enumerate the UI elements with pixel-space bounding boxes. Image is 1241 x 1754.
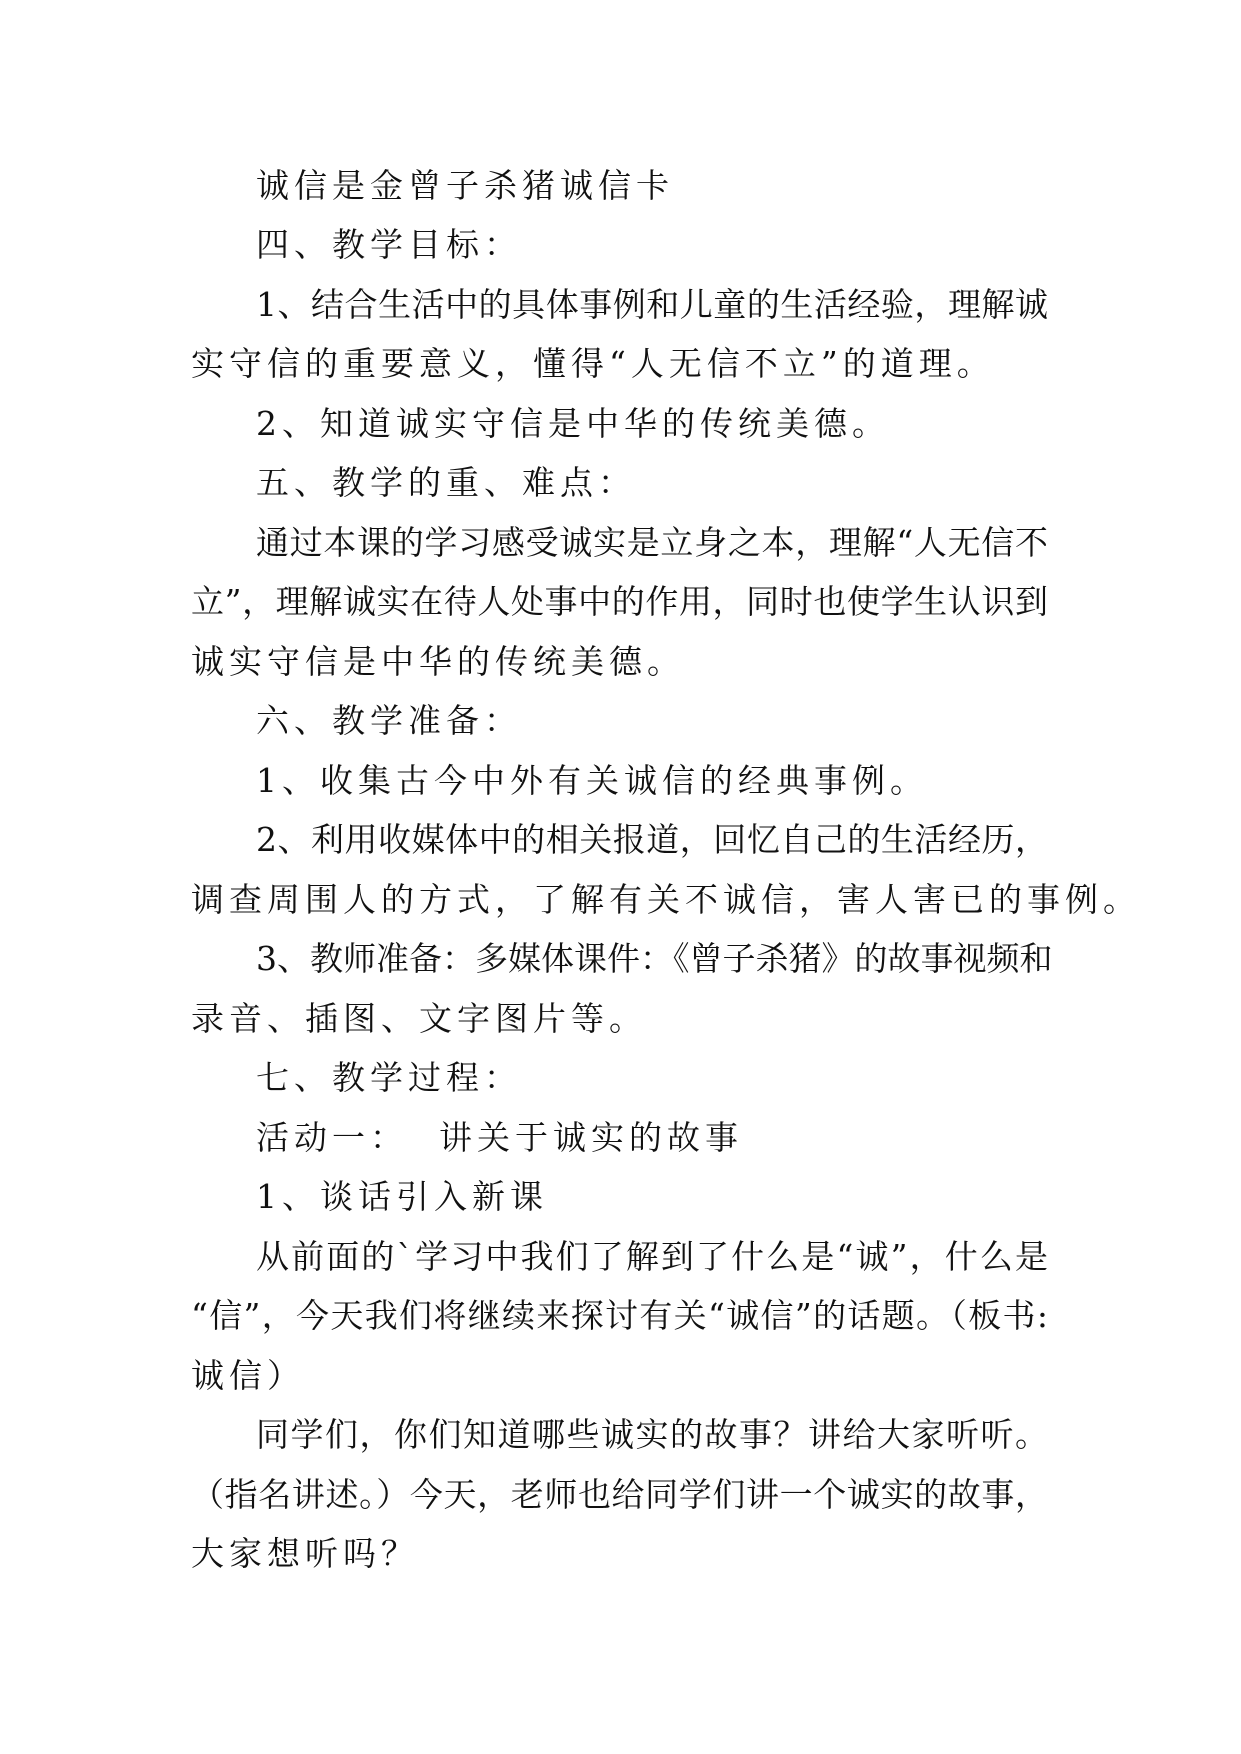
line-text: 从前面的`学习中我们了解到了什么是“诚”，什么是 <box>256 1237 1048 1276</box>
section-heading <box>0 215 1241 275</box>
heading-text: 七、教学过程： <box>256 1058 522 1097</box>
line-text: 2、知道诚实守信是中华的传统美德。 <box>256 404 890 443</box>
line-text: 2、利用收媒体中的相关报道，回忆自己的生活经历， <box>256 820 1048 859</box>
text-line <box>0 751 1241 811</box>
text-line <box>0 275 1241 335</box>
line-text: 实守信的重要意义，懂得“人无信不立”的道理。 <box>191 344 995 383</box>
line-text: “信”，今天我们将继续来探讨有关“诚信”的话题。（板书: <box>191 1296 1048 1335</box>
line-text: 诚信是金曾子杀猪诚信卡 <box>256 166 674 205</box>
text-line <box>0 513 1241 573</box>
text-line <box>0 810 1241 870</box>
line-text: 1、结合生活中的具体事例和儿童的生活经验，理解诚 <box>256 285 1048 324</box>
section-heading <box>0 691 1241 751</box>
text-line <box>0 1346 1241 1406</box>
line-text: 通过本课的学习感受诚实是立身之本，理解“人无信不 <box>256 523 1048 562</box>
text-line <box>0 870 1241 930</box>
text-line <box>0 1286 1241 1346</box>
text-line <box>0 1167 1241 1227</box>
line-text: 诚实守信是中华的传统美德。 <box>191 642 685 681</box>
text-line <box>0 1524 1241 1584</box>
line-text: 活动一： 讲关于诚实的故事 <box>256 1118 743 1157</box>
line-text: 同学们，你们知道哪些诚实的故事？讲给大家听听。 <box>256 1415 1048 1454</box>
section-heading <box>0 1048 1241 1108</box>
line-text: 1、收集古今中外有关诚信的经典事例。 <box>256 761 928 800</box>
line-text: 1、谈话引入新课 <box>256 1177 548 1216</box>
text-line <box>0 1227 1241 1287</box>
heading-text: 五、教学的重、难点： <box>256 463 636 502</box>
text-line <box>0 334 1241 394</box>
line-text: 调查周围人的方式，了解有关不诚信，害人害已的事例。 <box>191 880 1141 919</box>
heading-text: 四、教学目标： <box>256 225 522 264</box>
line-text: 录音、插图、文字图片等。 <box>191 999 647 1038</box>
line-text: （指名讲述。）今天，老师也给同学们讲一个诚实的故事， <box>191 1475 1048 1514</box>
line-text: 立”，理解诚实在待人处事中的作用，同时也使学生认识到 <box>191 582 1048 621</box>
line-text: 3、教师准备：多媒体课件：《曾子杀猪》的故事视频和 <box>256 939 1053 978</box>
line-text: 诚信） <box>191 1356 305 1395</box>
text-line <box>0 394 1241 454</box>
text-line <box>0 1108 1241 1168</box>
text-line <box>0 572 1241 632</box>
text-line <box>0 989 1241 1049</box>
text-line <box>0 929 1241 989</box>
line-text: 大家想听吗？ <box>191 1534 419 1573</box>
section-heading <box>0 453 1241 513</box>
heading-text: 六、教学准备： <box>256 701 522 740</box>
text-line <box>0 156 1241 216</box>
text-line <box>0 1465 1241 1525</box>
text-line <box>0 1405 1241 1465</box>
text-line <box>0 632 1241 692</box>
